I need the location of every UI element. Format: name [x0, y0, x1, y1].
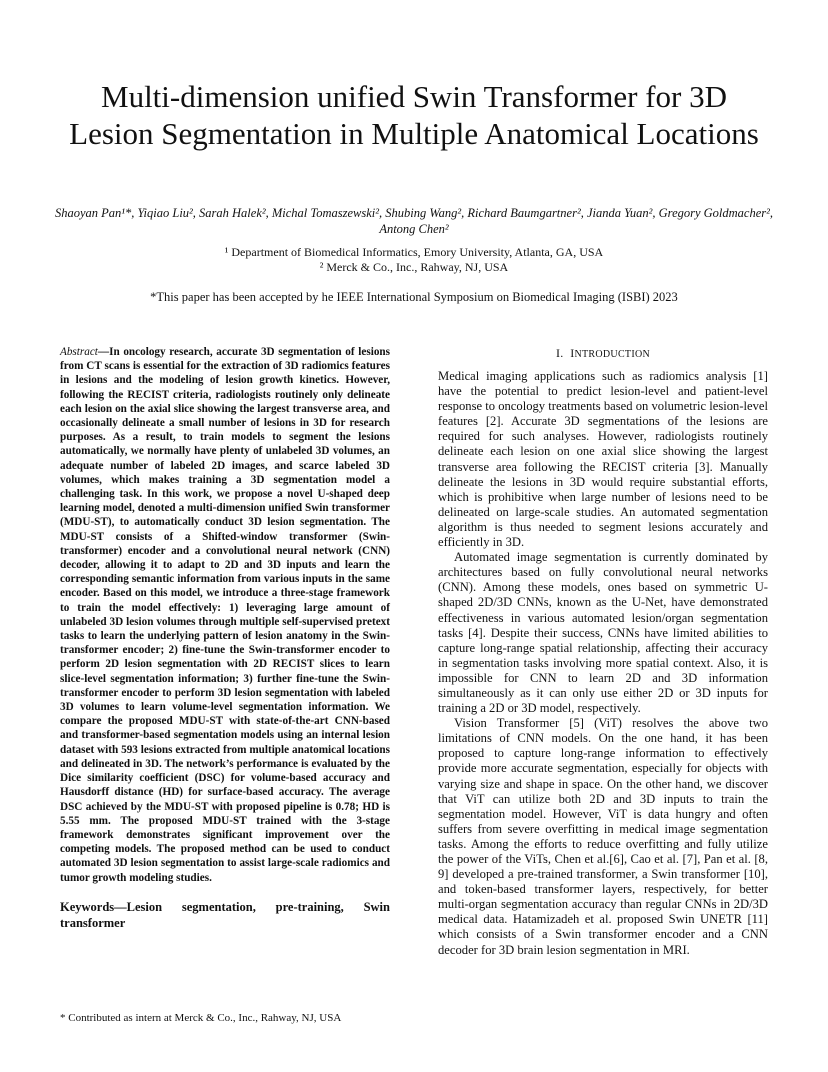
paper-title: Multi-dimension unified Swin Transformer for 3D Lesion Segmentation in Multiple Anatomical Locations	[69, 79, 759, 151]
affiliation-2: ² Merck & Co., Inc., Rahway, NJ, USA	[319, 260, 509, 274]
abstract-text: —In oncology research, accurate 3D segmentation of lesions from CT scans is essential for the extraction of 3D radiomics features in lesions and the modeling of lesion growth kinetics. However, following the RECIST criteria, radiologists routinely only delineate each lesion on the axial slice showing the largest transverse area, and occasionally delineate a small number of lesions in 3D for research purposes. As a result, to train models to segment the lesions automatically, we normally have plenty of unlabeled 3D volumes, an adequate number of labeled 2D images, and scarce labeled 3D volumes, which makes training a 3D segmentation model a challenging task. In this work, we propose a novel U-shaped deep learning model, denoted a multi-dimension unified Swin transformer (MDU-ST), to automatically conduct 3D lesion segmentation. The MDU-ST consists of a Shifted-window transformer (Swin-transformer) encoder and a convolutional neural network (CNN) decoder, allowing it to adapt to 2D and 3D inputs and learn the corresponding semantic information from various inputs in the same encoder. Based on this model, we introduce a three-stage framework to train the model effectively: 1) leveraging large amount of unlabeled 3D lesion volumes through multiple self-supervised pretext tasks to learn the underlying pattern of lesion anatomy in the Swin-transformer encoder; 2) fine-tune the Swin-transformer encoder to perform 2D lesion segmentation with 2D RECIST slices to learn slice-level segmentation information; 3) further fine-tune the Swin-transformer encoder to perform 3D lesion segmentation with labeled 3D volumes to learn volume-level segmentation information. We compare the proposed MDU-ST with state-of-the-art CNN-based and transformer-based segmentation models using an internal lesion dataset with 593 lesions extracted from multiple anatomical locations and delineated in 3D. The network’s performance is evaluated by the Dice similarity coefficient (DSC) for volume-based accuracy and Hausdorff distance (HD) for surface-based accuracy. The average DSC achieved by the MDU-ST with proposed pipeline is 0.78; HD is 5.55 mm. The proposed MDU-ST trained with the 3-stage framework demonstrates significant improvement over the competing models. The proposed method can be used to conduct automated 3D lesion segmentation to assist large-scale radiomics and tumor growth modeling studies.	[60, 346, 390, 884]
affiliation-1: ¹ Department of Biomedical Informatics, Emory University, Atlanta, GA, USA	[224, 245, 604, 259]
intro-paragraph-2: Automated image segmentation is currently dominated by architectures based on fully convolutional neural networks (CNN). Among these models, ones based on symmetric U-shaped 2D/3D CNNs, known as the U-Net, have demonstrated effectiveness in various automated lesion/organ segmentation tasks [4]. Despite their success, CNNs have limited abilities to capture long-range spatial relationship, affecting their accuracy in segmentation tasks involving more spatial context. Also, it is impossible for CNN to learn 2D and 3D information simultaneously as it can only use either 2D or 3D inputs for training a 2D or 3D model, respectively.	[438, 550, 768, 716]
intro-paragraph-1: Medical imaging applications such as radiomics analysis [1] have the potential to predict lesion-level and patient-level response to oncology treatments based on volumetric lesion-level features [2]. Accurate 3D segmentations of the lesions are required for such analyses. However, radiologists routinely delineate each lesion on one axial slice showing the largest transverse area following the RECIST criteria [3]. Manually delineate the lesions in 3D would require substantial efforts, which is prohibitive when large number of lesions need to be delineated on large-scale studies. An automated segmentation algorithm is thus needed to segment lesions accurately and efficiently in 3D.	[438, 369, 768, 550]
left-column	[60, 345, 390, 931]
section-number: I.	[555, 346, 564, 360]
intro-paragraph-3: Vision Transformer [5] (ViT) resolves the above two limitations of CNN models. On the one hand, it has been proposed to capture long-range information to effectively provide more accurate segmentation, especially for objects with varying size and shape in space. On the other hand, we discover that ViT can utilize both 2D and 3D inputs to train the segmentation model. However, ViT is data hungry and often suffers from severe overfitting in medical image segmentation tasks. Among the efforts to reduce overfitting and fully utilize the power of the ViTs, Chen et al.[6], Cao et al. [7], Pan et al. [8, 9] developed a pre-trained transformer, a Swin transformer [10], and token-based transformer layers, respectively, for better multi-organ segmentation accuracy than regular CNNs in 2D/3D medical data. Hatamizadeh et al. proposed Swin UNETR [11] which consists of a Swin transformer encoder and a CNN decoder for 3D brain lesion segmentation in MRI.	[438, 716, 768, 957]
section-title-rest: NTRODUCTION	[574, 349, 651, 360]
footnote: * Contributed as intern at Merck & Co., Inc., Rahway, NJ, USA	[60, 1012, 342, 1024]
author-list: Shaoyan Pan¹*, Yiqiao Liu², Sarah Halek², Michal Tomaszewski², Shubing Wang², Richard Baumgartner², Jianda Yuan², Gregory Goldmacher², Antong Chen²	[54, 206, 774, 236]
right-column	[438, 345, 768, 958]
section-title-initial: I	[570, 346, 575, 360]
abstract	[60, 345, 390, 885]
abstract-label: Abstract	[60, 346, 98, 358]
affiliations	[100, 245, 728, 275]
acceptance-notice: *This paper has been accepted by he IEEE International Symposium on Biomedical Imaging (ISBI) 2023	[150, 290, 678, 304]
keywords: Keywords—Lesion segmentation, pre-training, Swin transformer	[60, 899, 390, 930]
section-heading	[438, 345, 768, 363]
